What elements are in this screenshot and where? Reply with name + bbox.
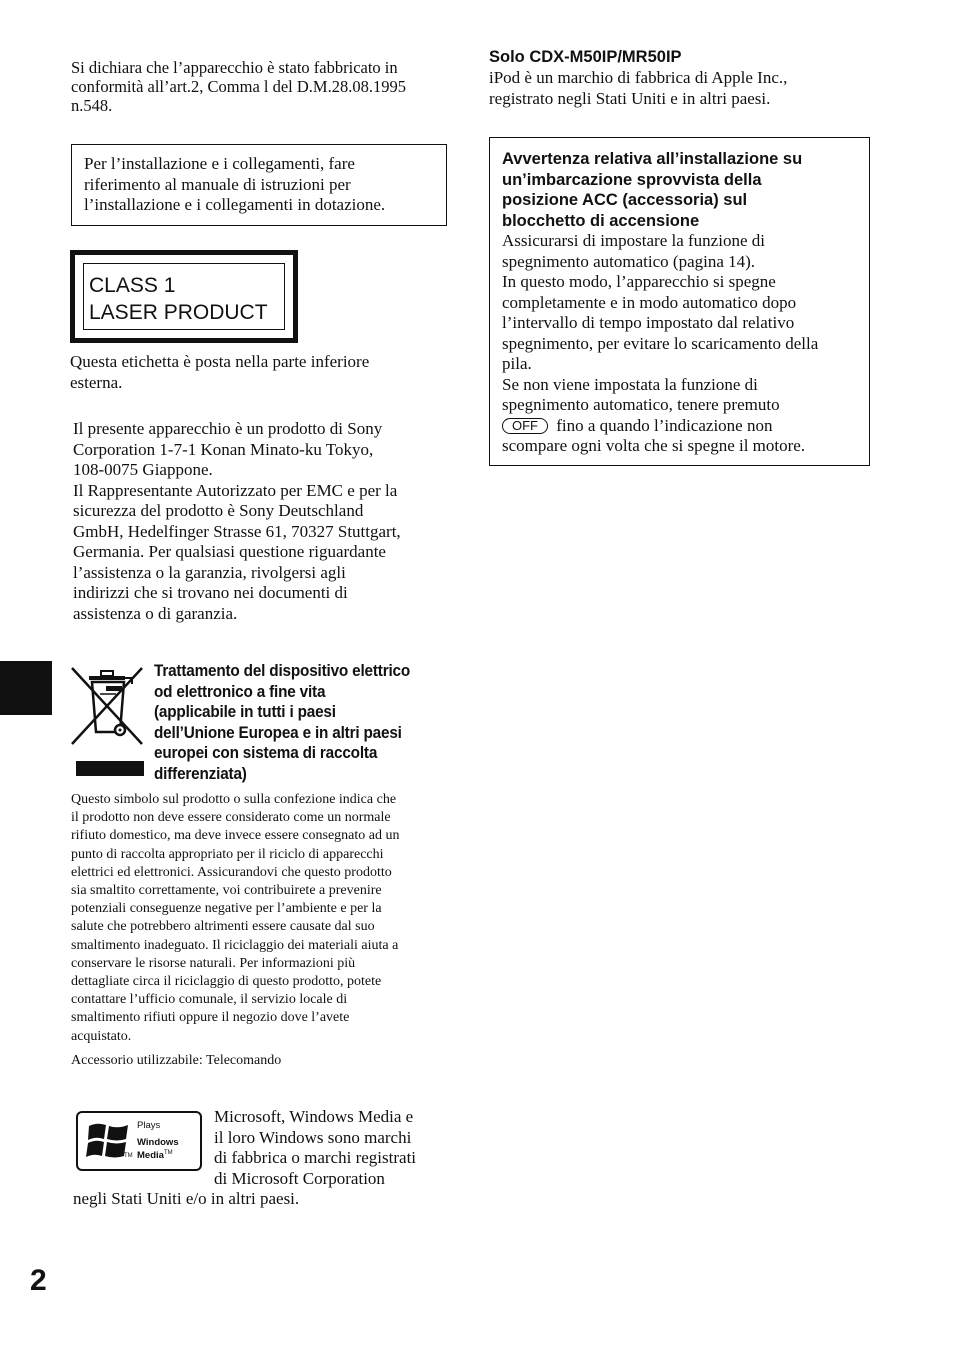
wm-trademark-line-last: negli Stati Uniti e/o in altri paesi. (73, 1189, 300, 1208)
label-location-note (70, 352, 369, 393)
windows-media-trademark (214, 1107, 416, 1189)
wm-trademark-line: Microsoft, Windows Media e (214, 1107, 414, 1126)
warning-body-line: Assicurarsi di impostare la funzione di (502, 231, 765, 250)
laser-product-label (70, 250, 298, 343)
manufacturer-line: 108-0075 Giappone. (73, 460, 213, 479)
weee-body-line: punto di raccolta appropriato per il riciclo di apparecchi (71, 846, 384, 862)
manufacturer-line: Corporation 1-7-1 Konan Minato-ku Tokyo, (73, 439, 374, 459)
warning-body-line: pila. (502, 354, 532, 373)
warning-body-line: scompare ogni volta che si spegne il motore. (502, 436, 806, 455)
weee-body-line: sia smaltito correttamente, voi contribuirete a prevenire (71, 883, 382, 899)
laser-label-text (89, 272, 268, 326)
logo-windows-text: Windows (137, 1137, 179, 1148)
weee-title-line: Trattamento del dispositivo elettrico (154, 661, 411, 680)
weee-body-line: smaltimento rifiuti oppure il negozio dove l’avete (71, 1010, 350, 1026)
ipod-heading: Solo CDX-M50IP/MR50IP (489, 48, 682, 66)
warning-body (502, 231, 818, 457)
weee-title (154, 661, 410, 784)
manufacturer-line: Germania. Per qualsiasi questione riguardante (73, 542, 386, 561)
warning-title (502, 149, 802, 231)
logo-media-word: Media (137, 1150, 164, 1162)
warning-title-line: Avvertenza relativa all’installazione su (502, 150, 803, 168)
warning-body-line: spegnimento, per evitare lo scaricamento della (502, 333, 819, 353)
label-location-line: Questa etichetta è posta nella parte inferiore (70, 352, 370, 371)
weee-title-line: differenziata) (154, 763, 247, 783)
accessory-note: Accessorio utilizzabile: Telecomando (71, 1053, 282, 1068)
crossed-out-wheelie-bin-icon (70, 664, 144, 780)
logo-trademark-mark: TM (124, 1153, 133, 1159)
warning-off-line (502, 416, 818, 437)
boat-installation-warning-box (489, 137, 870, 466)
windows-media-logo (76, 1111, 202, 1171)
laser-label-line-1: CLASS 1 (89, 274, 176, 297)
weee-body-line: rifiuto domestico, ma deve invece essere consegnato ad un (71, 828, 400, 844)
weee-body-line: smaltimento inadeguato. Il riciclaggio dei materiali aiuta a (71, 937, 399, 953)
warning-title-line: un’imbarcazione sprovvista della (502, 170, 762, 189)
wm-trademark-line: di Microsoft Corporation (214, 1168, 385, 1188)
installation-note-line: Per l’installazione e i collegamenti, fare (84, 154, 355, 173)
ipod-trademark (489, 68, 787, 109)
weee-title-line: dell’Unione Europea e in altri paesi (154, 722, 402, 742)
weee-body (71, 791, 400, 1046)
warning-body-line: spegnimento automatico (pagina 14). (502, 251, 756, 271)
installation-note-line: riferimento al manuale di istruzioni per (84, 174, 351, 194)
installation-note-box (71, 144, 447, 226)
off-button-key-icon: OFF (502, 418, 548, 434)
language-section-tab (0, 661, 52, 715)
manufacturer-line: assistenza o di garanzia. (73, 603, 238, 623)
weee-title-line: europei con sistema di raccolta (154, 743, 378, 762)
manufacturer-line: Il Rappresentante Autorizzato per EMC e per la (73, 480, 398, 500)
warning-body-line: completamente e in modo automatico dopo (502, 292, 797, 312)
warning-body-line: spegnimento automatico, tenere premuto (502, 395, 780, 414)
conformity-line: Si dichiara che l’apparecchio è stato fabbricato in (71, 58, 398, 77)
weee-body-line: Questo simbolo sul prodotto o sulla confezione indica che (71, 792, 397, 807)
manufacturer-line: l’assistenza o la garanzia, rivolgersi agli (73, 562, 346, 582)
laser-label-line-2: LASER PRODUCT (89, 301, 268, 324)
warning-body-line: l’intervallo di tempo impostato dal relativo (502, 313, 795, 332)
installation-note-text (84, 154, 385, 216)
weee-body-line: potenziali conseguenze negative per l’ambiente e per la (71, 901, 382, 917)
weee-body-line: il prodotto non deve essere considerato come un normale (71, 810, 391, 826)
weee-body-line: contattare l’ufficio comunale, il servizio locale di (71, 992, 348, 1008)
manufacturer-line: GmbH, Hedelfinger Strasse 61, 70327 Stuttgart, (73, 521, 401, 541)
warning-off-line-text: fino a quando l’indicazione non (556, 415, 773, 435)
installation-note-line: l’installazione e i collegamenti in dotazione. (84, 195, 386, 214)
wm-trademark-line: di fabbrica o marchi registrati (214, 1148, 417, 1167)
weee-body-line: elettrici ed elettronici. Assicurandovi che questo prodotto (71, 864, 392, 880)
ipod-trademark-line: iPod è un marchio di fabbrica di Apple Inc., (489, 68, 788, 87)
manufacturer-line: sicurezza del prodotto è Sony Deutschland (73, 501, 364, 520)
manufacturer-info (73, 419, 401, 624)
logo-media-tm: TM (163, 1150, 173, 1156)
conformity-line: n.548. (71, 96, 113, 115)
conformity-line: conformità all’art.2, Comma l del D.M.28.08.1995 (71, 77, 406, 96)
wm-trademark-line: il loro Windows sono marchi (214, 1127, 412, 1147)
conformity-statement (71, 58, 451, 115)
manufacturer-line: Il presente apparecchio è un prodotto di Sony (73, 419, 383, 438)
weee-body-line: acquistato. (71, 1028, 132, 1044)
warning-title-line: posizione ACC (accessoria) sul (502, 191, 748, 209)
logo-plays-text: Plays (137, 1120, 161, 1131)
label-location-line: esterna. (70, 372, 123, 392)
page-number: 2 (30, 1264, 47, 1297)
ipod-trademark-line: registrato negli Stati Uniti e in altri paesi. (489, 88, 771, 108)
warning-title-line: blocchetto di accensione (502, 211, 700, 230)
weee-body-line: dettagliate circa il riciclaggio di questo prodotto, potete (71, 974, 382, 990)
manufacturer-line: indirizzi che si trovano nei documenti di (73, 583, 348, 602)
warning-body-line: In questo modo, l’apparecchio si spegne (502, 272, 776, 291)
logo-media-text (137, 1148, 173, 1161)
weee-body-line: conservare le risorse naturali. Per informazioni più (71, 955, 356, 971)
warning-body-line: Se non viene impostata la funzione di (502, 374, 758, 394)
weee-body-line: salute che potrebbero altrimenti essere causate dal suo (71, 919, 375, 935)
weee-title-line: (applicabile in tutti i paesi (154, 702, 336, 721)
weee-title-line: od elettronico a fine vita (154, 681, 326, 701)
